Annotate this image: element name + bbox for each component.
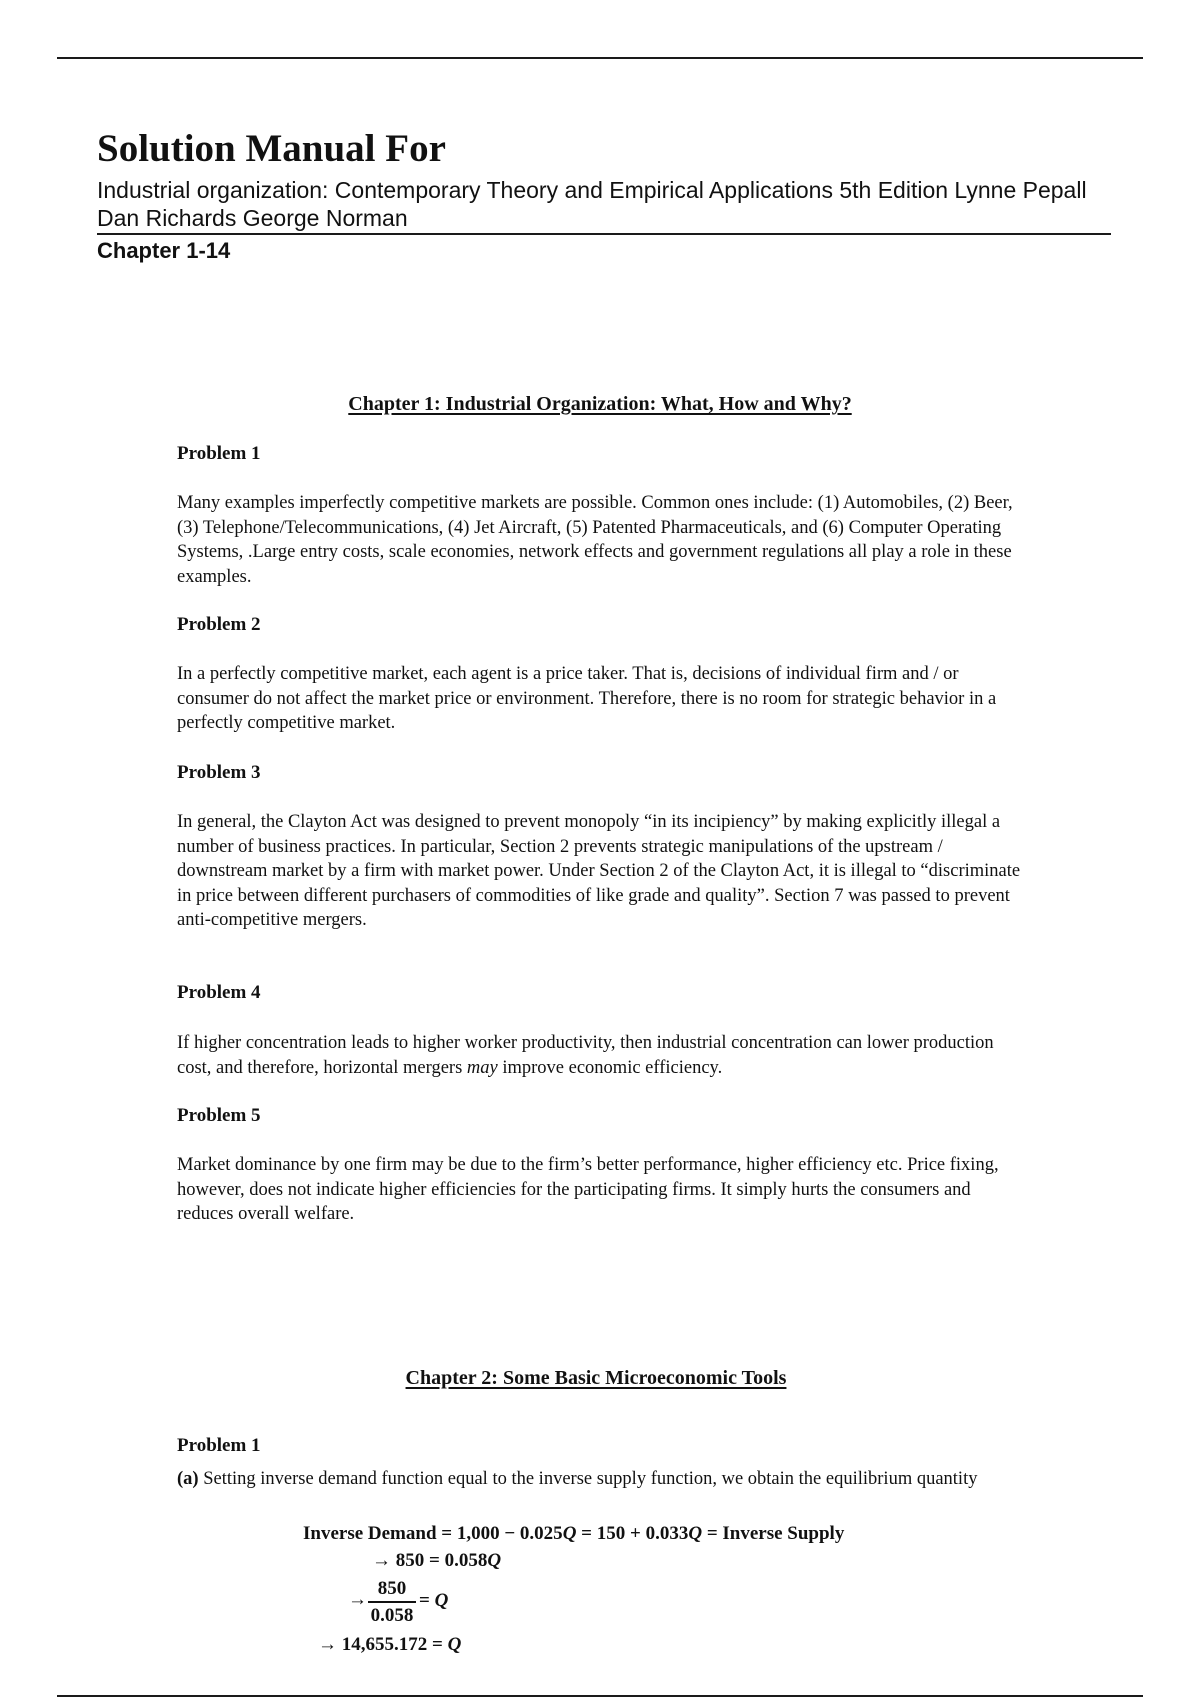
equation-line-4 <box>318 1633 461 1657</box>
equation-line-3-rhs <box>419 1589 448 1613</box>
eq4-var-q: Q <box>447 1634 462 1655</box>
ch1-problem-2-title: Problem 2 <box>177 614 261 635</box>
eq2-var-q: Q <box>487 1550 502 1571</box>
eq1-var-q1: Q <box>562 1523 577 1544</box>
ch1-problem-1-title: Problem 1 <box>177 443 261 464</box>
ch1-problem-1-text: Many examples imperfectly competitive markets are possible. Common ones include: (1) Automobiles, (2) Beer, (3) Telephone/Telecommunications, (4) Jet Aircraft, (5) Patented Pharmaceuticals, and (6) Computer Operating Systems, .Large entry costs, scale economies, network effects and government regulations all play a role in these examples. <box>177 493 1013 587</box>
ch1-problem-4-text-a: If higher concentration leads to higher worker productivity, then industrial concentration can lower production cost, and therefore, horizontal mergers <box>177 1033 994 1078</box>
eq3-var-q: Q <box>434 1590 449 1611</box>
eq3-equals: = <box>419 1590 430 1611</box>
part-a-label: (a) <box>177 1469 199 1489</box>
chapter-1-heading-text: Chapter 1: Industrial Organization: What, How and Why? <box>348 393 852 415</box>
ch1-problem-5-title: Problem 5 <box>177 1105 261 1126</box>
equation-line-2 <box>372 1549 501 1573</box>
eq1-part-a: Inverse Demand = 1,000 − 0.025 <box>303 1523 563 1544</box>
ch1-problem-3-text: In general, the Clayton Act was designed to prevent monopoly “in its incipiency” by making explicitly illegal a number of business practices. In particular, Section 2 prevents strategic manipulations of the upstream / downstream market by a firm with market power. Under Section 2 of the Clayton Act, it is illegal to “discriminate in price between different purchasers of commodities of like grade and quality”. Section 7 was passed to prevent anti-competitive mergers. <box>177 812 1021 930</box>
ch1-problem-4-text-b: improve economic efficiency. <box>497 1057 723 1078</box>
ch1-problem-4-text <box>177 1031 1027 1080</box>
part-a-text: Setting inverse demand function equal to the inverse supply function, we obtain the equilibrium quantity <box>198 1469 978 1489</box>
ch2-problem-1-title: Problem 1 <box>177 1435 261 1456</box>
chapter-2-heading-text: Chapter 2: Some Basic Microeconomic Tools <box>405 1367 787 1389</box>
chapter-range: Chapter 1-14 <box>97 238 231 263</box>
equation-line-1 <box>303 1522 844 1546</box>
bottom-rule <box>57 1695 1143 1697</box>
ch1-problem-5-text: Market dominance by one firm may be due to the firm’s better performance, higher efficiency etc. Price fixing, however, does not indicate higher efficiencies for the participating firms. It simply hurts the consumers and reduces overall welfare. <box>177 1155 999 1224</box>
ch1-problem-2-text: In a perfectly competitive market, each agent is a price taker. That is, decisions of individual firm and / or consumer do not affect the market price or environment. Therefore, there is no room for strategic behavior in a perfectly competitive market. <box>177 664 997 733</box>
ch1-problem-4-title: Problem 4 <box>177 982 261 1003</box>
document-title: Solution Manual For <box>97 127 446 170</box>
document-header <box>97 124 1111 265</box>
ch1-problem-3-title: Problem 3 <box>177 762 261 783</box>
top-rule <box>57 57 1143 59</box>
chapter-1-heading <box>0 392 1200 416</box>
ch2-problem-1-part-a <box>177 1467 1027 1492</box>
eq1-var-q2: Q <box>688 1523 703 1544</box>
eq2-text: → 850 = 0.058 <box>372 1550 488 1571</box>
eq4-text: → 14,655.172 = <box>318 1634 443 1655</box>
fraction-numerator: 850 <box>368 1577 416 1603</box>
equation-line-3-arrow: → <box>348 1589 367 1610</box>
equation-fraction <box>368 1577 416 1627</box>
chapter-2-heading <box>0 1366 1196 1390</box>
document-subtitle: Industrial organization: Contemporary Theory and Empirical Applications 5th Edition Lynne Pepall Dan Richards George Norman <box>97 176 1111 235</box>
fraction-denominator: 0.058 <box>370 1605 414 1626</box>
eq1-part-b: = 150 + 0.033 <box>576 1523 689 1544</box>
ch1-problem-4-emphasis: may <box>466 1057 498 1078</box>
eq1-part-c: = Inverse Supply <box>702 1523 845 1544</box>
